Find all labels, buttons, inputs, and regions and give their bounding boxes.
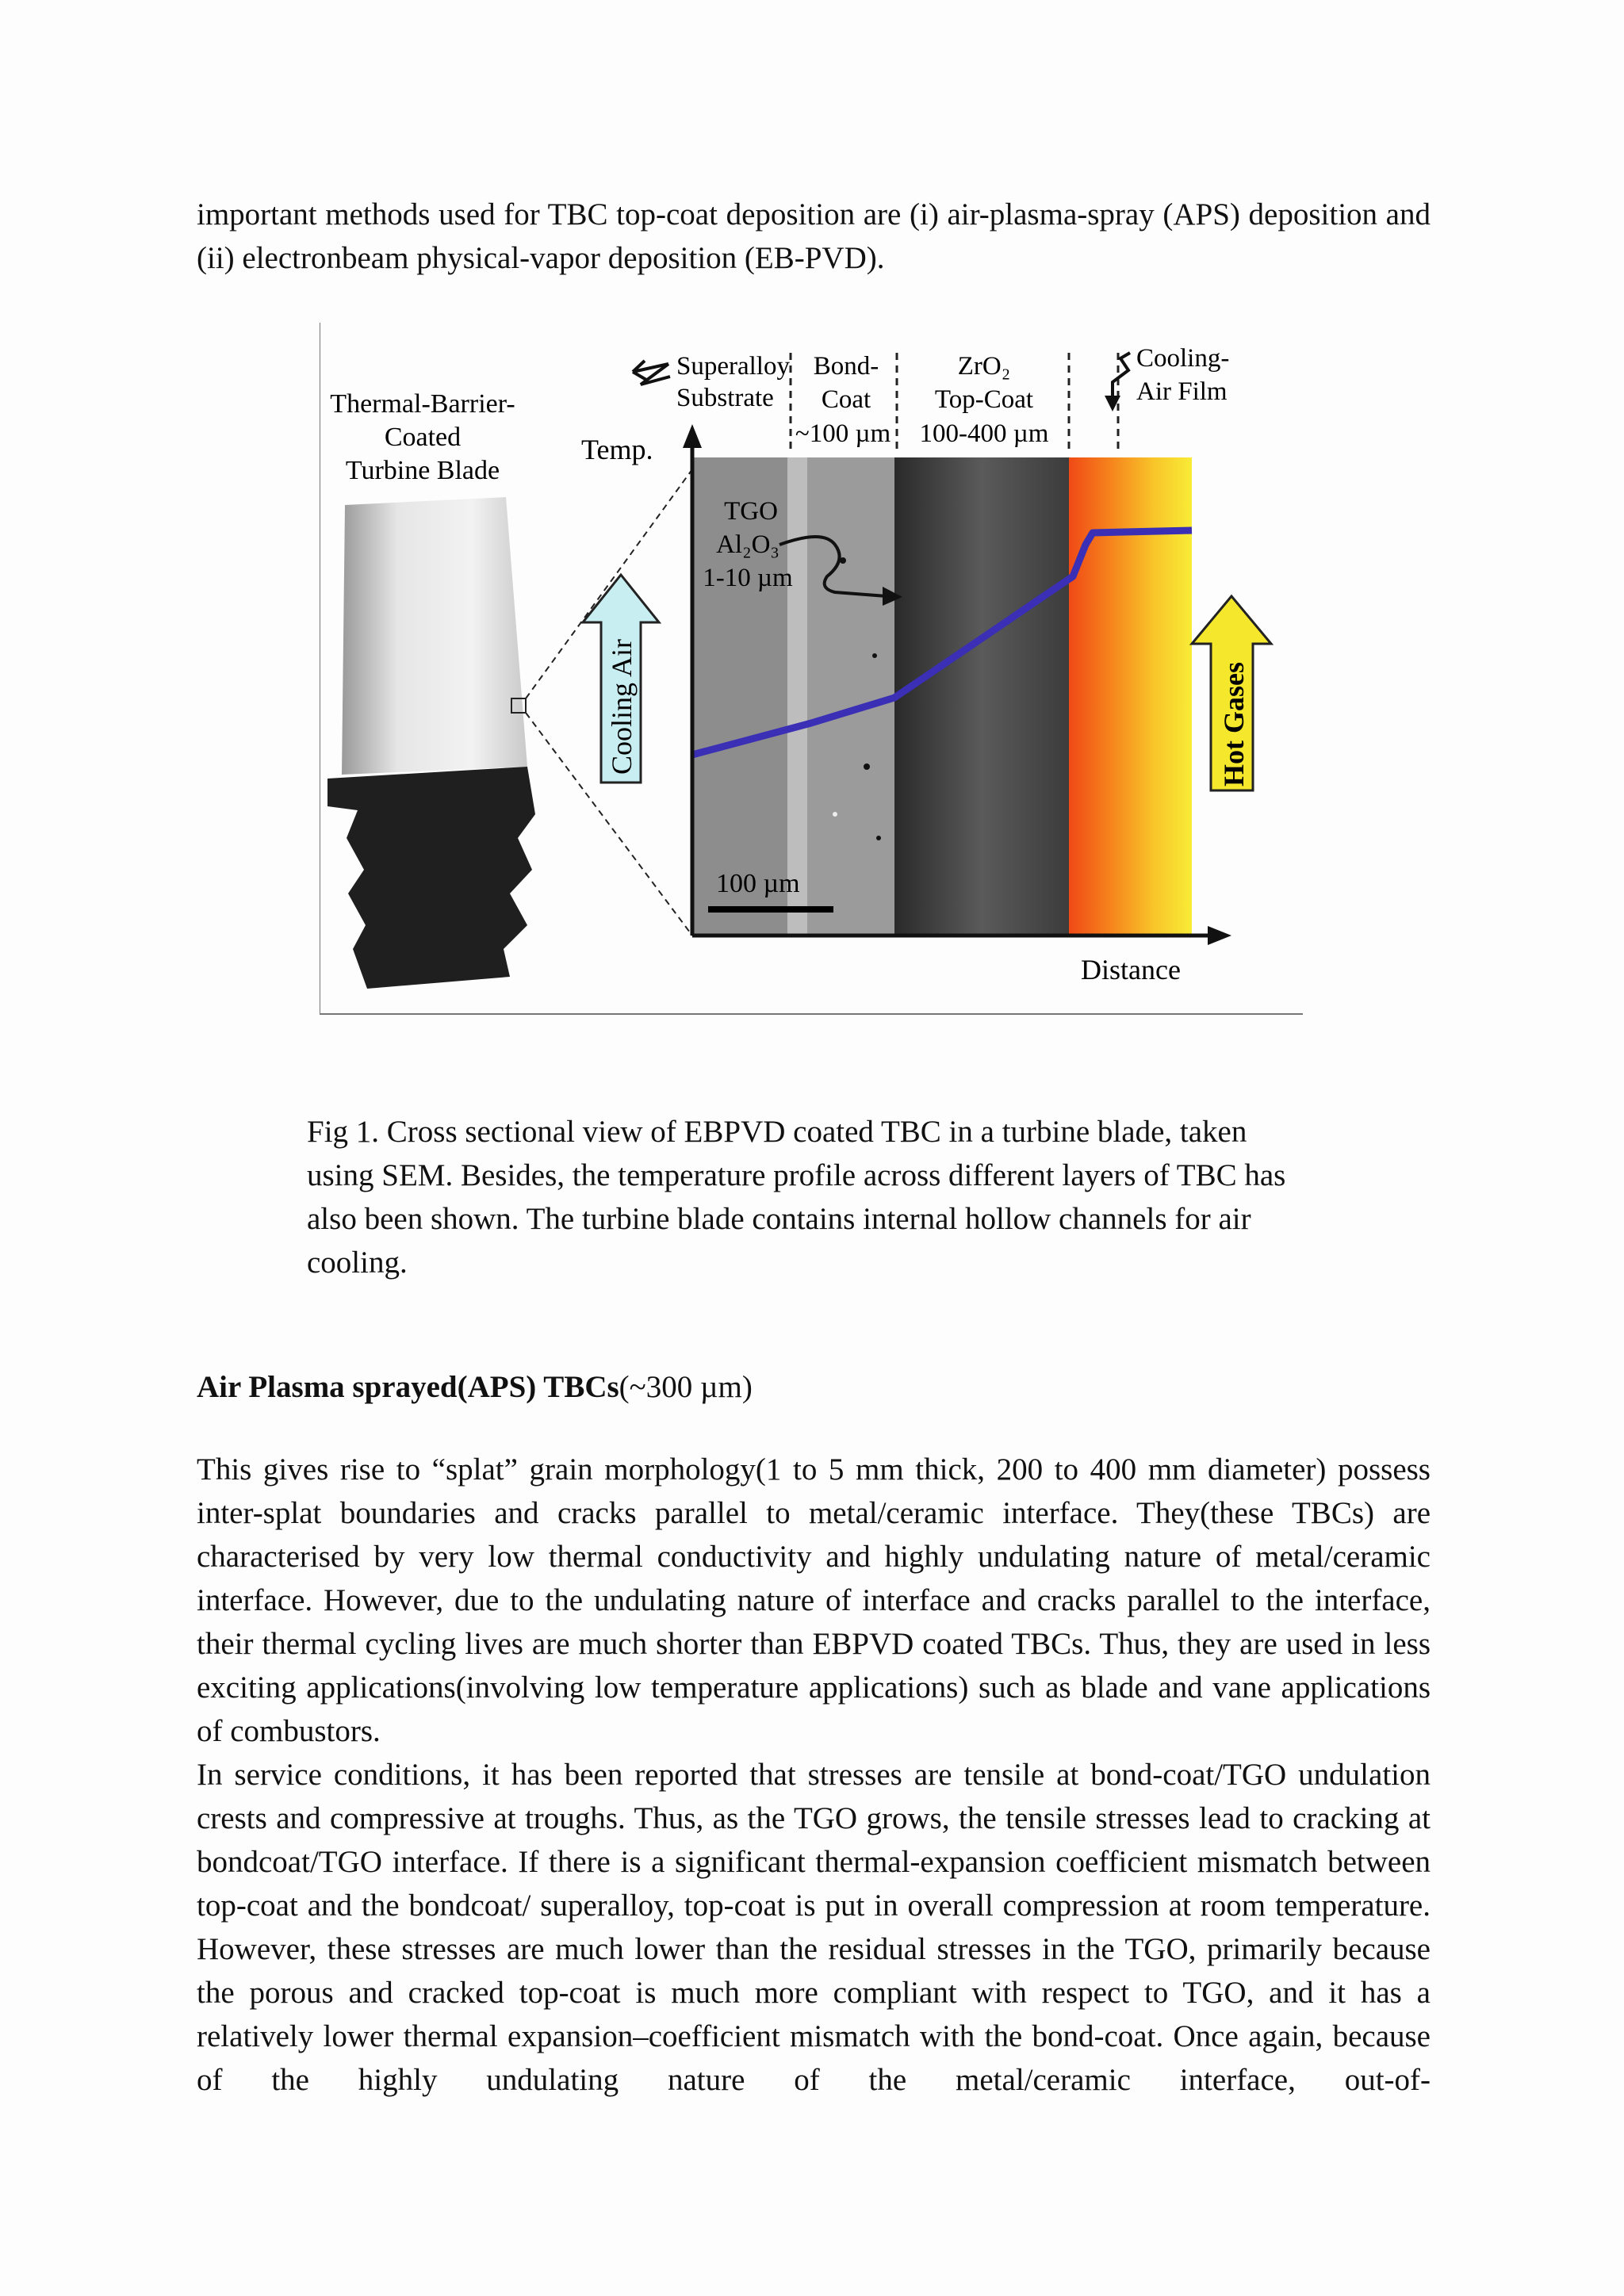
intro-paragraph: important methods used for TBC top-coat deposition are (i) air-plasma-spray (APS) deposition and (ii) electronbeam physical-vapor deposition (EB-PVD). bbox=[197, 197, 1431, 275]
bondcoat-label-line-3: ~100 µm bbox=[795, 419, 891, 448]
scale-bar-label: 100 µm bbox=[716, 869, 800, 898]
paragraph-1: This gives rise to “splat” grain morphology(1 to 5 mm thick, 200 to 400 mm diameter) possess inter-splat boundaries and cracks parallel to metal/ceramic interface. They(these TBCs) are characterised by very low thermal conductivity and highly undulating nature of metal/ceramic interface. However, due to the undulating nature of interface and cracks parallel to the interface, their thermal cycling lives are much shorter than EBPVD coated TBCs. Thus, they are used in less exciting applications(involving low temperature applications) such as blade and vane applications of combustors. bbox=[197, 1452, 1431, 1748]
body-text bbox=[197, 1448, 1431, 2102]
topcoat-label-line-2: Top-Coat bbox=[934, 385, 1034, 414]
blade-label-line-3: Turbine Blade bbox=[345, 456, 500, 485]
cooling-film-label-line-2: Air Film bbox=[1136, 377, 1228, 406]
temp-axis-arrowhead bbox=[683, 424, 702, 448]
blade-label-line-2: Coated bbox=[384, 423, 462, 452]
figure-caption: Fig 1. Cross sectional view of EBPVD coated TBC in a turbine blade, taken using SEM. Besides, the temperature profile across different layers of TBC has also been shown. The turbine blade contains internal hollow channels for air cooling. bbox=[307, 1115, 1286, 1280]
tgo-label-line-3: 1-10 µm bbox=[703, 564, 793, 592]
substrate-arrow-icon bbox=[633, 361, 670, 385]
tgo-label-line-1: TGO bbox=[724, 497, 778, 526]
distance-axis-label: Distance bbox=[1081, 954, 1181, 985]
temp-axis-label: Temp. bbox=[581, 434, 653, 465]
tgo-label-line-2: Al₂O₃ bbox=[716, 530, 779, 559]
bondcoat-label-line-1: Bond- bbox=[813, 352, 879, 381]
bondcoat-label-line-2: Coat bbox=[821, 385, 871, 414]
section-heading-bold: Air Plasma sprayed(APS) TBCs bbox=[197, 1370, 619, 1404]
distance-axis-arrowhead bbox=[1208, 926, 1231, 945]
intro-paragraph-block bbox=[197, 193, 1431, 280]
hot-gases-label: Hot Gases bbox=[1218, 662, 1250, 786]
topcoat-label-line-3: 100-400 µm bbox=[919, 419, 1049, 448]
cooling-film-label-line-1: Cooling- bbox=[1136, 344, 1230, 373]
cooling-film-arrow-icon bbox=[1113, 353, 1130, 400]
figure-svg bbox=[320, 323, 1303, 1015]
figure-tbc-cross-section bbox=[320, 323, 1303, 1015]
topcoat-label-line-1: ZrO₂ bbox=[957, 352, 1011, 381]
section-heading bbox=[197, 1365, 1431, 1409]
substrate-label-line-1: Superalloy bbox=[676, 352, 790, 381]
paragraph-2: In service conditions, it has been reported that stresses are tensile at bond-coat/TGO undulation crests and compressive at troughs. Thus, as the TGO grows, the tensile stresses lead to cracking at bondcoat/TGO interface. If there is a significant thermal-expansion coefficient mismatch between top-coat and the bondcoat/ superalloy, top-coat is put in overall compression at room temperature. However, these stresses are much lower than the residual stresses in the TGO, primarily because the porous and cracked top-coat is much more compliant with respect to TGO, and it has a relatively lower thermal expansion–coefficient mismatch with the bond-coat. Once again, because of the highly undulating nature of the metal/ceramic interface, out-of- bbox=[197, 1758, 1431, 2097]
substrate-label-line-2: Substrate bbox=[676, 384, 774, 412]
section-heading-rest: (~300 µm) bbox=[619, 1370, 753, 1404]
blade-label-line-1: Thermal-Barrier- bbox=[330, 389, 515, 419]
cooling-air-label: Cooling Air bbox=[606, 638, 638, 775]
